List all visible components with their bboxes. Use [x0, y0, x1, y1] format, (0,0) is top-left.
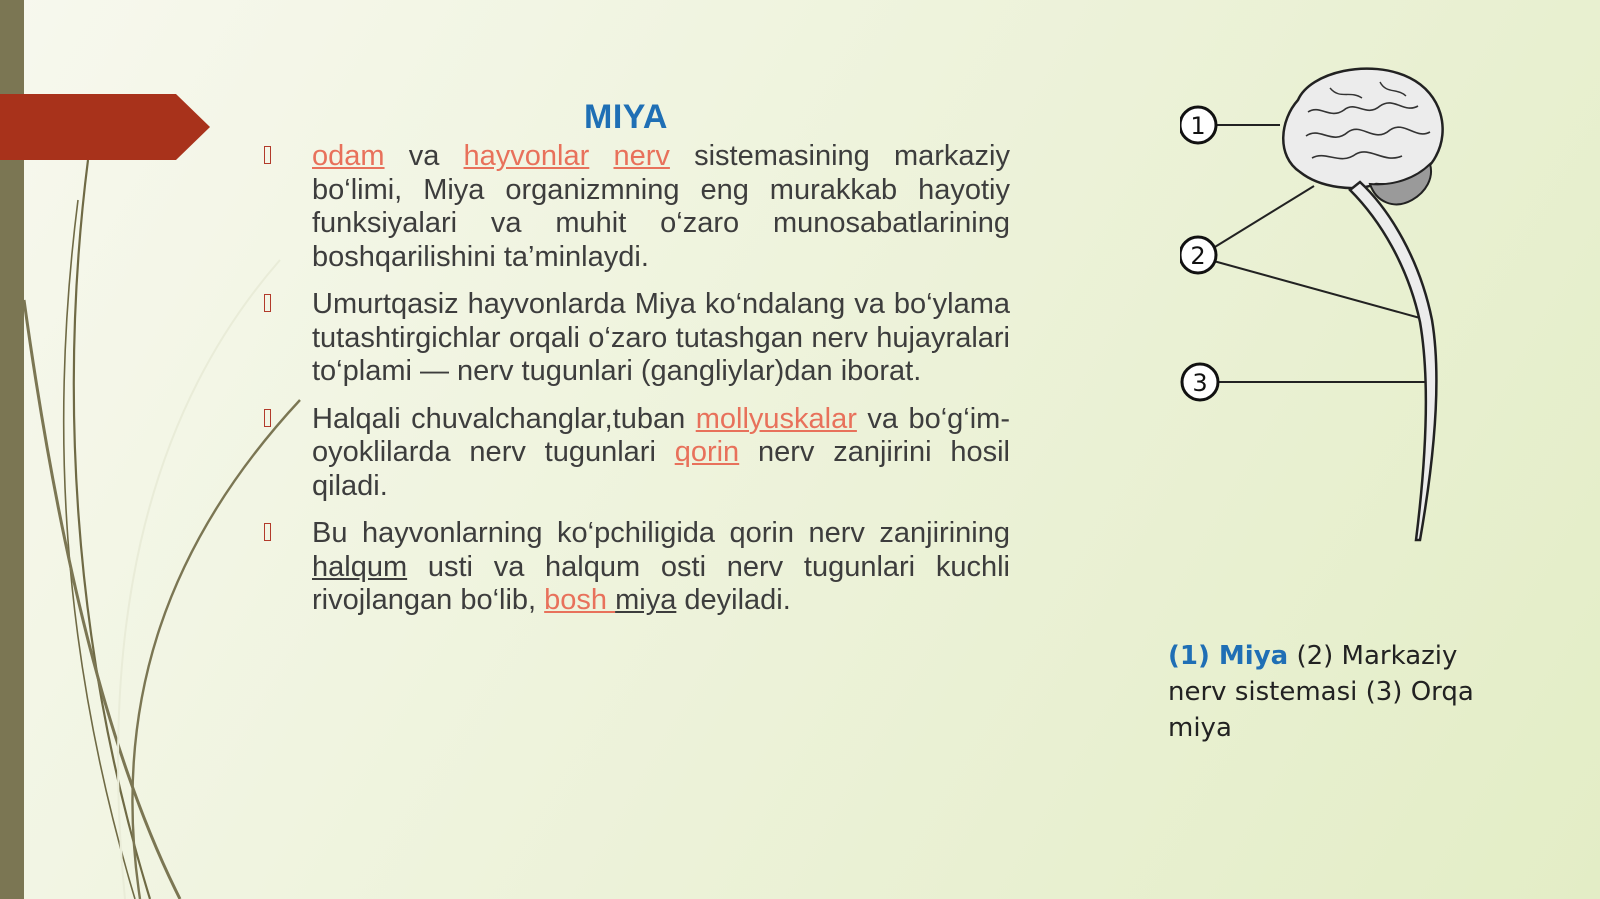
- title-arrow-shape: [0, 94, 210, 160]
- svg-text:1: 1: [1190, 112, 1206, 140]
- bullet-item: [264, 517, 1010, 618]
- bullet-text: [312, 140, 1010, 274]
- link-text[interactable]: nerv: [613, 140, 670, 172]
- brain-nervous-system-diagram: [1180, 60, 1480, 560]
- body-text: va bo‘g‘im-oyoklilarda nerv tugunlari: [312, 402, 1010, 468]
- link-text[interactable]: odam: [312, 140, 385, 172]
- link-text[interactable]: qorin: [674, 436, 740, 468]
- body-text: usti va halqum osti nerv tugunlari kuchli rivojlangan bo‘lib,: [312, 550, 1010, 616]
- svg-text:2: 2: [1190, 242, 1206, 270]
- link-text[interactable]: mollyuskalar: [695, 402, 857, 435]
- body-text: [589, 140, 613, 172]
- bullet-marker-icon: [264, 294, 271, 312]
- bullet-item: [264, 403, 1010, 504]
- bullet-marker-icon: [264, 523, 271, 541]
- svg-text:3: 3: [1192, 369, 1208, 397]
- marker-2: [1180, 237, 1216, 273]
- link-text[interactable]: hayvonlar: [463, 140, 590, 172]
- link-text[interactable]: bosh: [544, 584, 616, 616]
- bullet-item: [264, 288, 1010, 389]
- underlined-term: miya: [615, 584, 677, 616]
- body-text: nerv zanjirini hosil qiladi.: [312, 436, 1010, 502]
- bullet-item: [264, 140, 1010, 274]
- body-text: Umurtqasiz hayvonlarda Miya ko‘ndalang va bo‘ylama tutashtirgichlar orqali o‘zaro tutashgan nerv hujayralari to‘plami — nerv tugunlari (gangliylar)dan iborat.: [312, 288, 1010, 387]
- body-text: Bu hayvonlarning ko‘pchiligida qorin nerv zanjirining: [312, 517, 1010, 549]
- bullet-text: [312, 288, 1010, 389]
- bullet-text: [312, 403, 1010, 504]
- spinal-cord-shape: [1350, 182, 1436, 540]
- body-text: deyiladi.: [676, 584, 791, 616]
- marker-1: [1180, 107, 1216, 143]
- bullet-marker-icon: [264, 146, 271, 164]
- bullet-text: [312, 517, 1010, 618]
- caption-highlight: (1) Miya: [1168, 641, 1289, 671]
- body-text: sistemasining markaziy bo‘limi, Miya organizmning eng murakkab hayotiy funksiyalari va muhit o‘zaro munosabatlarining boshqarilishini ta’minlaydi.: [312, 140, 1010, 273]
- bullet-list: [264, 140, 1010, 632]
- diagram-caption: [1168, 638, 1508, 746]
- slide-title: MIYA: [584, 98, 668, 136]
- body-text: Halqali chuvalchanglar,tuban: [312, 402, 696, 435]
- marker-3: [1182, 364, 1218, 400]
- underlined-term: halqum: [312, 550, 408, 583]
- bullet-marker-icon: [264, 409, 271, 427]
- caption-text: (2) Markaziy nerv sistemasi (3) Orqa miya: [1168, 641, 1474, 743]
- body-text: va: [384, 140, 464, 172]
